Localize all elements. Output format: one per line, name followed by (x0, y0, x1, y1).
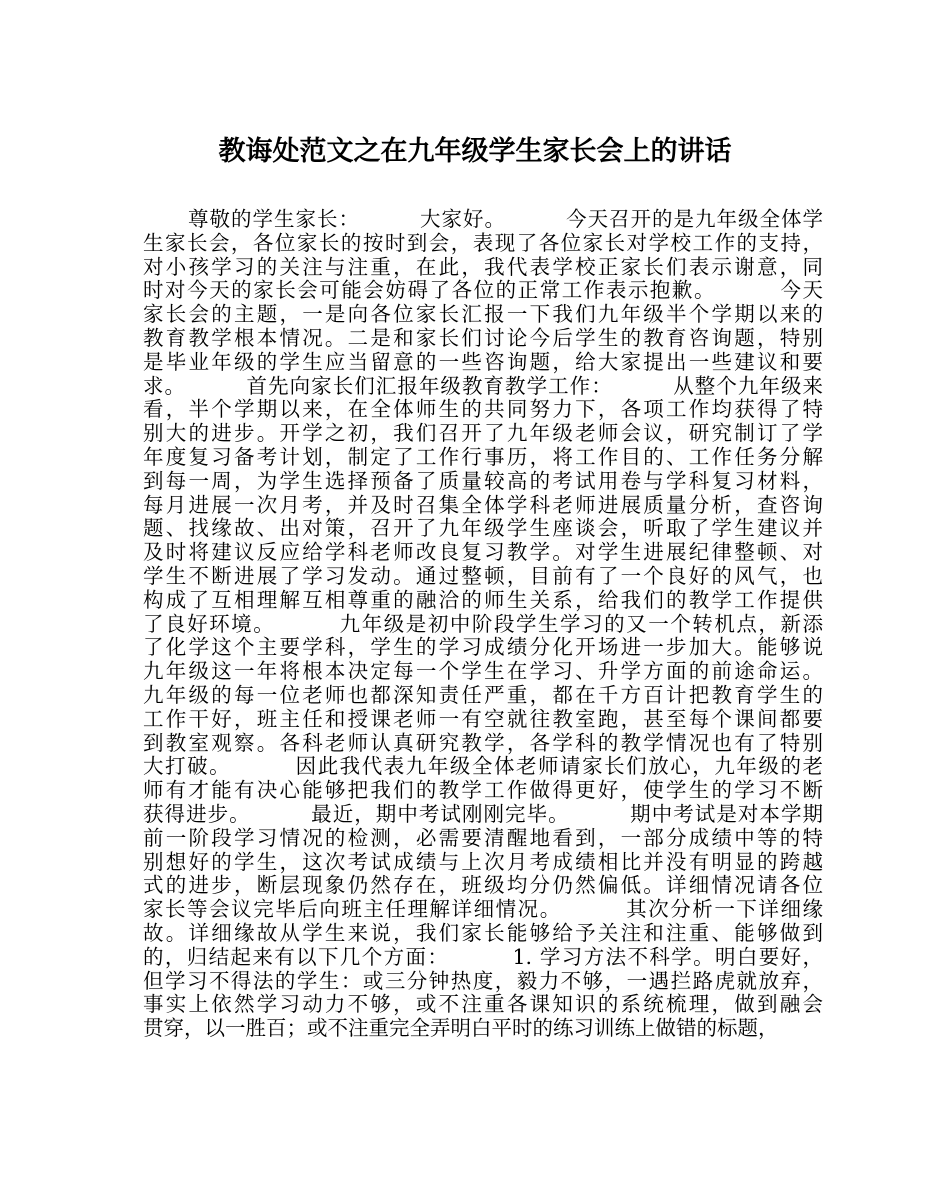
body-line: 家长等会议完毕后向班主任理解详细情况。 其次分析一下详细缘 (143, 898, 823, 922)
body-line: 故。详细缘故从学生来说，我们家长能够给予关注和注重、能够做到 (143, 921, 823, 945)
body-line: 但学习不得法的学生：或三分钟热度，毅力不够，一遇拦路虎就放弃， (143, 969, 823, 993)
body-line: 年度复习备考计划，制定了工作行事历，将工作目的、工作任务分解 (143, 445, 823, 469)
body-line: 前一阶段学习情况的检测，必需要清醒地看到，一部分成绩中等的特 (143, 826, 823, 850)
body-line: 题、找缘故、出对策，召开了九年级学生座谈会，听取了学生建议并 (143, 517, 823, 541)
body-line: 了化学这个主要学科，学生的学习成绩分化开场进一步加大。能够说 (143, 636, 823, 660)
body-line: 是毕业年级的学生应当留意的一些咨询题，给大家提出一些建议和要 (143, 350, 823, 374)
body-line: 大打破。 因此我代表九年级全体老师请家长们放心，九年级的老 (143, 755, 823, 779)
body-line: 别大的进步。开学之初，我们召开了九年级老师会议，研究制订了学 (143, 422, 823, 446)
body-line: 九年级的每一位老师也都深知责任严重，都在千方百计把教育学生的 (143, 683, 823, 707)
body-line: 九年级这一年将根本决定每一个学生在学习、升学方面的前途命运。 (143, 660, 823, 684)
body-line: 求。 首先向家长们汇报年级教育教学工作： 从整个九年级来 (143, 374, 823, 398)
body-line: 到每一周，为学生选择预备了质量较高的考试用卷与学科复习材料， (143, 469, 823, 493)
body-line: 尊敬的学生家长： 大家好。 今天召开的是九年级全体学 (143, 208, 823, 231)
document-body (143, 208, 823, 1041)
body-line: 了良好环境。 九年级是初中阶段学生学习的又一个转机点，新添 (143, 612, 823, 636)
body-line: 构成了互相理解互相尊重的融洽的师生关系，给我们的教学工作提供 (143, 588, 823, 612)
body-line: 教育教学根本情况。二是和家长们讨论今后学生的教育咨询题，特别 (143, 326, 823, 350)
body-line: 看，半个学期以来，在全体师生的共同努力下，各项工作均获得了特 (143, 398, 823, 422)
body-line: 获得进步。 最近，期中考试刚刚完毕。 期中考试是对本学期 (143, 802, 823, 826)
body-line: 时对今天的家长会可能会妨碍了各位的正常工作表示抱歉。 今天 (143, 279, 823, 303)
body-line: 工作干好，班主任和授课老师一有空就往教室跑，甚至每个课间都要 (143, 707, 823, 731)
body-line: 的，归结起来有以下几个方面： 1. 学习方法不科学。明白要好， (143, 945, 823, 969)
body-line: 事实上依然学习动力不够，或不注重各课知识的系统梳理，做到融会 (143, 993, 823, 1017)
body-line: 师有才能有决心能够把我们的教学工作做得更好，使学生的学习不断 (143, 779, 823, 803)
body-line: 到教室观察。各科老师认真研究教学，各学科的教学情况也有了特别 (143, 731, 823, 755)
document-title: 教诲处范文之在九年级学生家长会上的讲话 (218, 136, 732, 167)
body-line: 式的进步，断层现象仍然存在，班级均分仍然偏低。详细情况请各位 (143, 874, 823, 898)
body-line: 贯穿，以一胜百；或不注重完全弄明白平时的练习训练上做错的标题， (143, 1017, 779, 1041)
body-line: 家长会的主题，一是向各位家长汇报一下我们九年级半个学期以来的 (143, 303, 823, 327)
body-line: 学生不断进展了学习发动。通过整顿，目前有了一个良好的风气，也 (143, 564, 823, 588)
body-line: 别想好的学生，这次考试成绩与上次月考成绩相比并没有明显的跨越 (143, 850, 823, 874)
body-line: 对小孩学习的关注与注重，在此，我代表学校正家长们表示谢意，同 (143, 255, 823, 279)
body-line: 每月进展一次月考，并及时召集全体学科老师进展质量分析，查咨询 (143, 493, 823, 517)
body-line: 生家长会，各位家长的按时到会，表现了各位家长对学校工作的支持， (143, 231, 823, 255)
body-line: 及时将建议反应给学科老师改良复习教学。对学生进展纪律整顿、对 (143, 541, 823, 565)
